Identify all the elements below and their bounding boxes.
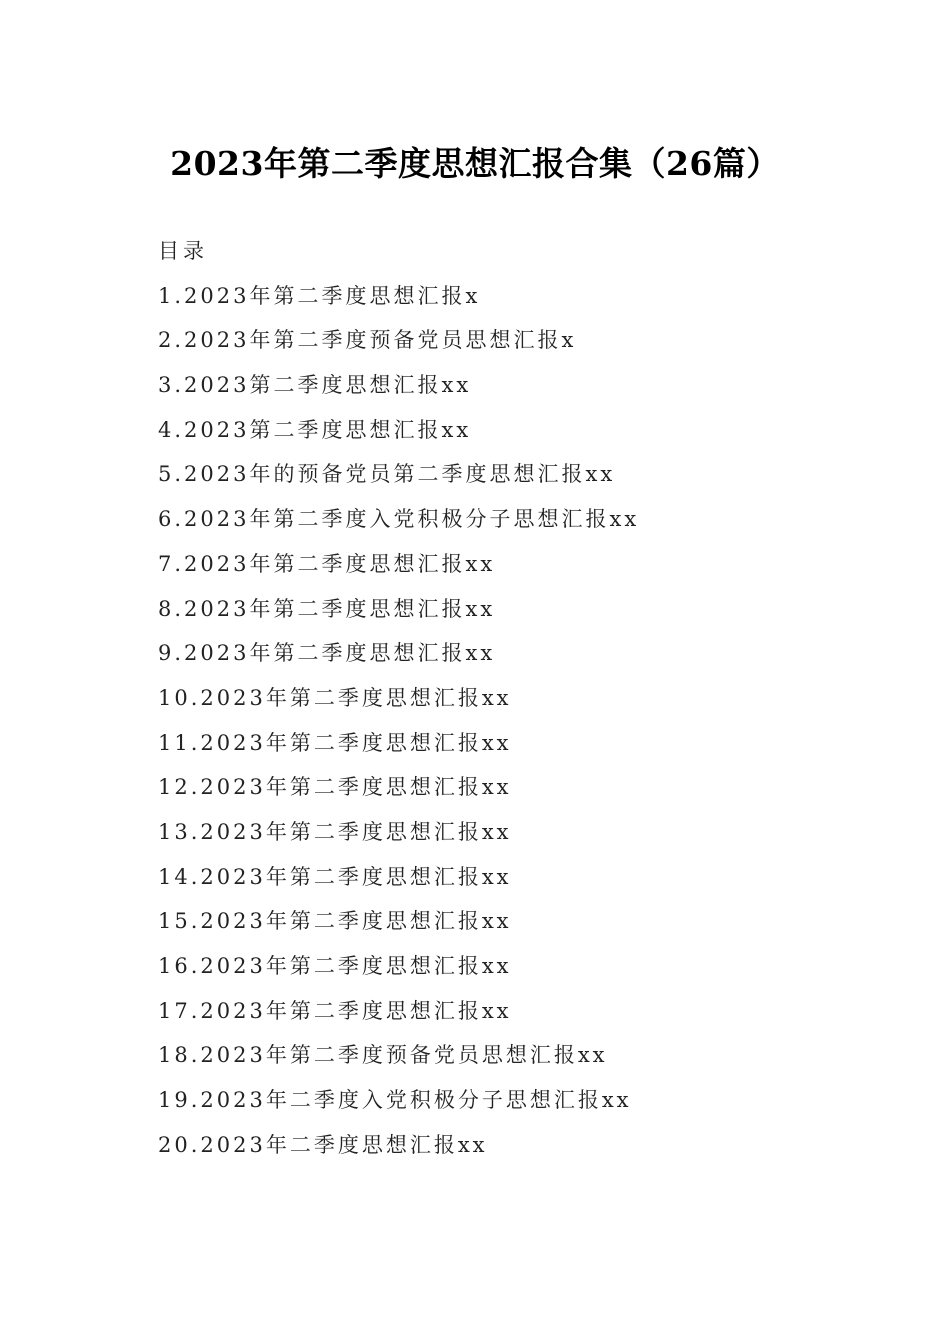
toc-item: 7.2023年第二季度思想汇报xx [158, 551, 496, 576]
toc-item: 4.2023第二季度思想汇报xx [158, 417, 472, 442]
toc-item: 20.2023年二季度思想汇报xx [158, 1132, 488, 1157]
toc-item: 11.2023年第二季度思想汇报xx [158, 730, 512, 755]
document-title: 2023年第二季度思想汇报合集（26篇） [170, 144, 780, 183]
toc-heading: 目录 [158, 239, 208, 263]
toc-item: 1.2023年第二季度思想汇报x [158, 283, 481, 308]
toc-item: 16.2023年第二季度思想汇报xx [158, 954, 512, 978]
toc-item: 6.2023年第二季度入党积极分子思想汇报xx [158, 507, 640, 532]
toc-item: 3.2023第二季度思想汇报xx [158, 373, 472, 398]
toc-item: 13.2023年第二季度思想汇报xx [158, 819, 512, 844]
toc-item: 19.2023年二季度入党积极分子思想汇报xx [158, 1088, 632, 1113]
toc-item: 15.2023年第二季度思想汇报xx [158, 909, 512, 934]
toc-item: 5.2023年的预备党员第二季度思想汇报xx [158, 462, 616, 487]
toc-item: 14.2023年第二季度思想汇报xx [158, 864, 512, 889]
toc-item: 10.2023年第二季度思想汇报xx [158, 685, 512, 710]
toc-item: 9.2023年第二季度思想汇报xx [158, 641, 496, 666]
toc-list [158, 278, 858, 1172]
toc-item: 8.2023年第二季度思想汇报xx [158, 596, 496, 621]
table-of-contents [158, 233, 858, 1171]
toc-item: 17.2023年第二季度思想汇报xx [158, 998, 512, 1023]
toc-item: 18.2023年第二季度预备党员思想汇报xx [158, 1043, 608, 1068]
toc-item: 12.2023年第二季度思想汇报xx [158, 775, 512, 800]
toc-item: 2.2023年第二季度预备党员思想汇报x [158, 328, 577, 353]
